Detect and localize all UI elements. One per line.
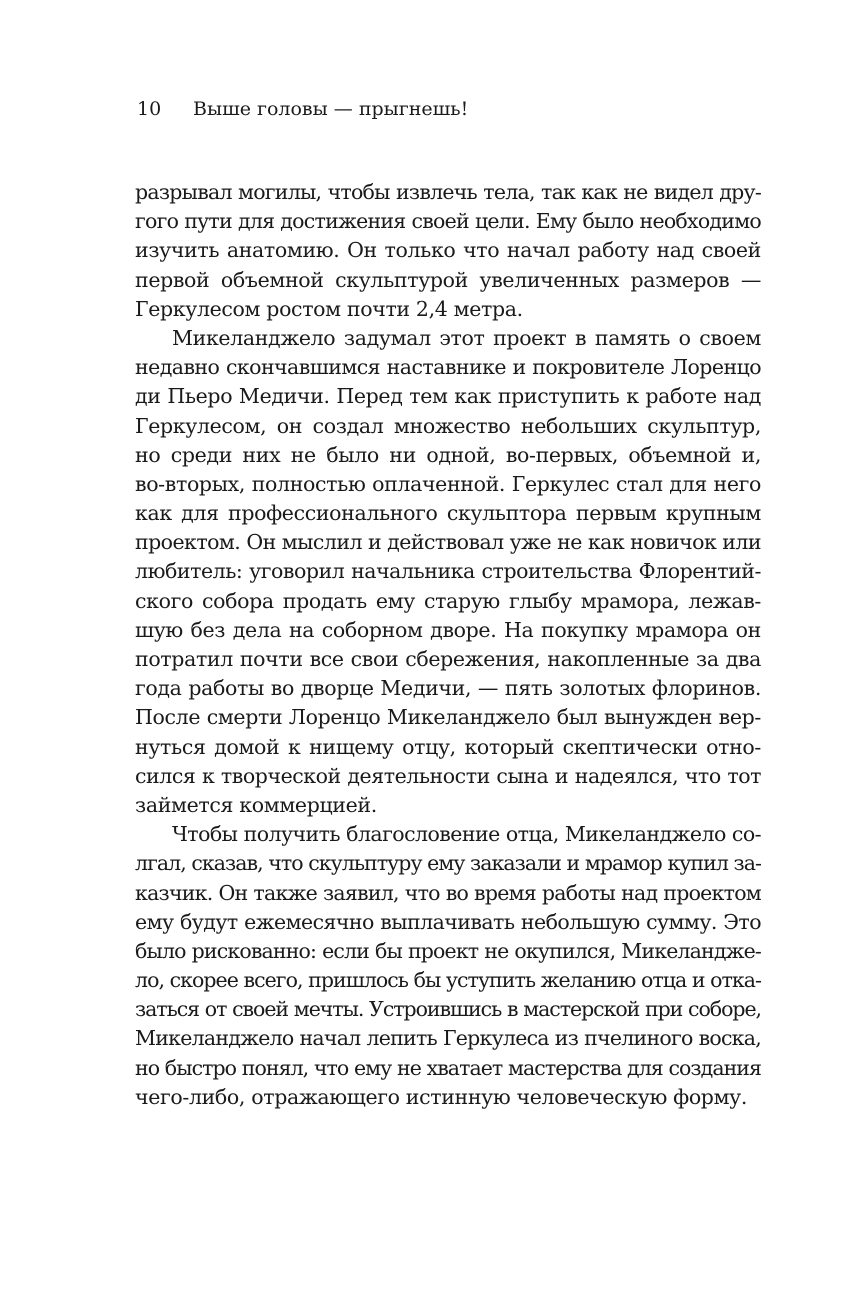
text-line: чего-либо, отражающего истинную человеческую форму. [135, 1084, 748, 1109]
text-line: Геркулесом, он создал множество небольших скульптур, [135, 413, 761, 438]
text-line: недавно скончавшимся наставнике и покровителе Лоренцо [135, 355, 761, 380]
text-line: ди Пьеро Медичи. Перед тем как приступить к работе над [135, 384, 761, 409]
paragraph [135, 820, 761, 1112]
text-line: но быстро понял, что ему не хватает мастерства для создания [135, 1055, 761, 1080]
text-line: года работы во дворце Медичи, — пять золотых флоринов. [135, 676, 761, 701]
text-line: сился к творческой деятельности сына и надеялся, что тот [135, 763, 761, 788]
paragraph [135, 324, 761, 820]
text-line: изучить анатомию. Он только что начал работу над своей [135, 238, 761, 263]
text-line: заться от своей мечты. Устроившись в мастерской при соборе, [135, 997, 761, 1022]
text-line: займется коммерцией. [135, 792, 377, 817]
text-line: Чтобы получить благословение отца, Микеланджело со- [172, 822, 761, 847]
text-line: Микеланджело начал лепить Геркулеса из пчелиного воска, [135, 1026, 761, 1051]
text-line: гого пути для достижения своей цели. Ему было необходимо [135, 209, 761, 234]
text-line: ского собора продать ему старую глыбу мрамора, лежав- [135, 588, 761, 613]
text-line: любитель: уговорил начальника строительства Флорентий- [135, 559, 761, 584]
text-line: шую без дела на соборном дворе. На покупку мрамора он [135, 617, 761, 642]
text-line: первой объемной скульптурой увеличенных размеров — [135, 267, 761, 292]
text-line: лгал, сказав, что скульптуру ему заказали и мрамор купил за- [135, 851, 761, 876]
text-line: После смерти Лоренцо Микеланджело был вынужден вер- [135, 705, 761, 730]
text-line: разрывал могилы, чтобы извлечь тела, так как не видел дру- [135, 180, 761, 204]
running-title: Выше головы — прыгнешь! [193, 98, 469, 120]
text-line: во-вторых, полностью оплаченной. Геркулес стал для него [135, 471, 761, 496]
paragraph [135, 178, 761, 324]
text-line: было рискованно: если бы проект не окупился, Микеландже- [135, 938, 761, 963]
page-number: 10 [137, 98, 162, 120]
text-line: ло, скорее всего, пришлось бы уступить желанию отца и отка- [135, 968, 762, 993]
text-line: Геркулесом ростом почти 2,4 метра. [135, 296, 523, 321]
text-line: проектом. Он мыслил и действовал уже не как новичок или [135, 530, 761, 555]
body-text [135, 178, 761, 1112]
text-line: казчик. Он также заявил, что во время работы над проектом [135, 880, 761, 905]
text-line: Микеланджело задумал этот проект в память о своем [172, 325, 761, 350]
text-line: как для профессионального скульптора первым крупным [135, 501, 761, 526]
text-line: нуться домой к нищему отцу, который скептически отно- [135, 734, 761, 759]
running-head [137, 97, 468, 121]
text-line: потратил почти все свои сбережения, накопленные за два [135, 647, 761, 671]
text-line: но среди них не было ни одной, во-первых, объемной и, [135, 442, 761, 467]
text-line: ему будут ежемесячно выплачивать небольшую сумму. Это [135, 909, 761, 934]
